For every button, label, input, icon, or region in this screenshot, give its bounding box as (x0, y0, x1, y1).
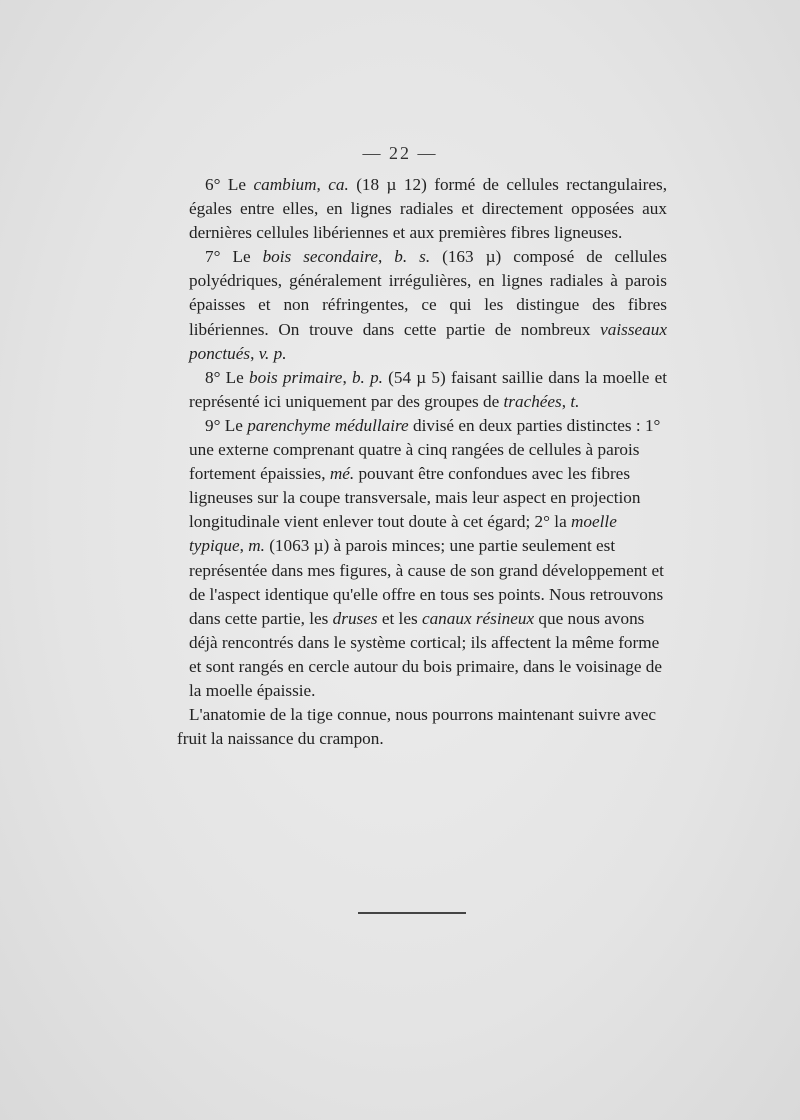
italic-term: bois primaire (249, 367, 343, 387)
italic-term: v. p. (258, 343, 287, 363)
text-run: (54 µ 5) faisant saillie dans la moelle et représenté ici uniquement par des groupes de (189, 367, 667, 411)
paragraph-cambium (189, 173, 667, 245)
body-text (177, 173, 667, 751)
text-run: (1063 µ) à parois minces; une partie seulement est représentée dans mes figures, à cause de son grand développement et de l'aspect identique qu'elle offre en tous ses points. Nous retrouvons dans cette partie, les (189, 536, 664, 628)
paragraph-parenchyme-medullaire (189, 414, 667, 703)
italic-term: canaux résineux (421, 608, 535, 628)
text-run: (18 µ 12) formé de cellules rectangulaires, égales entre elles, en lignes radiales et directement opposées aux dernières cellules libériennes et aux premières fibres ligneuses. (189, 175, 667, 243)
text-run: 7° Le (205, 247, 263, 267)
text-run: , (239, 536, 249, 556)
text-run: pouvant être confondues avec les fibres ligneuses sur la coupe transversale, mais leur aspect en projection longitudinale vient enlever tout doute à cet égard; 2° la (189, 464, 641, 532)
text-run: , (316, 175, 329, 194)
italic-term: m. (248, 536, 265, 556)
text-run: L'anatomie de la tige connue, nous pourrons maintenant suivre avec fruit la naissance du crampon. (177, 705, 657, 749)
page-number: — 22 — (362, 143, 438, 163)
italic-term: druses (332, 608, 378, 628)
italic-term: vaisseaux ponctués (189, 319, 667, 363)
italic-term: mé. (329, 464, 355, 484)
italic-term: moelle typique (189, 512, 617, 556)
italic-term: ca. (328, 175, 349, 194)
italic-term: trachées (503, 391, 562, 411)
italic-term: cambium (253, 175, 317, 194)
italic-term: parenchyme médullaire (247, 415, 409, 435)
italic-term: t. (570, 391, 580, 411)
end-rule (358, 912, 466, 914)
text-run: (163 µ) composé de cellules polyédriques, généralement irrégulières, en lignes radiales à parois épaisses et non réfringentes, ce qui les distingue des fibres libériennes. On trouve dans cette partie de nombreux (189, 247, 667, 339)
text-run: 8° Le (205, 367, 250, 387)
text-run: divisé en deux parties distinctes : 1° une externe comprenant quatre à cinq rangées de cellules à parois fortement épaissies, (189, 415, 661, 484)
text-run: 9° Le (205, 415, 248, 435)
paragraph-bois-primaire (189, 366, 667, 414)
text-run: , (342, 367, 352, 387)
text-run: , (377, 247, 395, 267)
italic-term: b. p. (351, 367, 383, 387)
text-run: et les (377, 608, 422, 628)
text-run: , (250, 343, 259, 363)
text-run: que nous avons déjà rencontrés dans le système cortical; ils affectent la même forme et sont rangés en cercle autour du bois primaire, dans le voisinage de la moelle épaissie. (189, 608, 662, 700)
italic-term: bois secondaire (262, 247, 378, 267)
italic-term: b. s. (394, 247, 431, 267)
paragraph-bois-secondaire (189, 245, 667, 365)
text-run: , (561, 391, 571, 411)
text-run: 6° Le (205, 175, 254, 194)
paragraph-conclusion (177, 703, 677, 751)
